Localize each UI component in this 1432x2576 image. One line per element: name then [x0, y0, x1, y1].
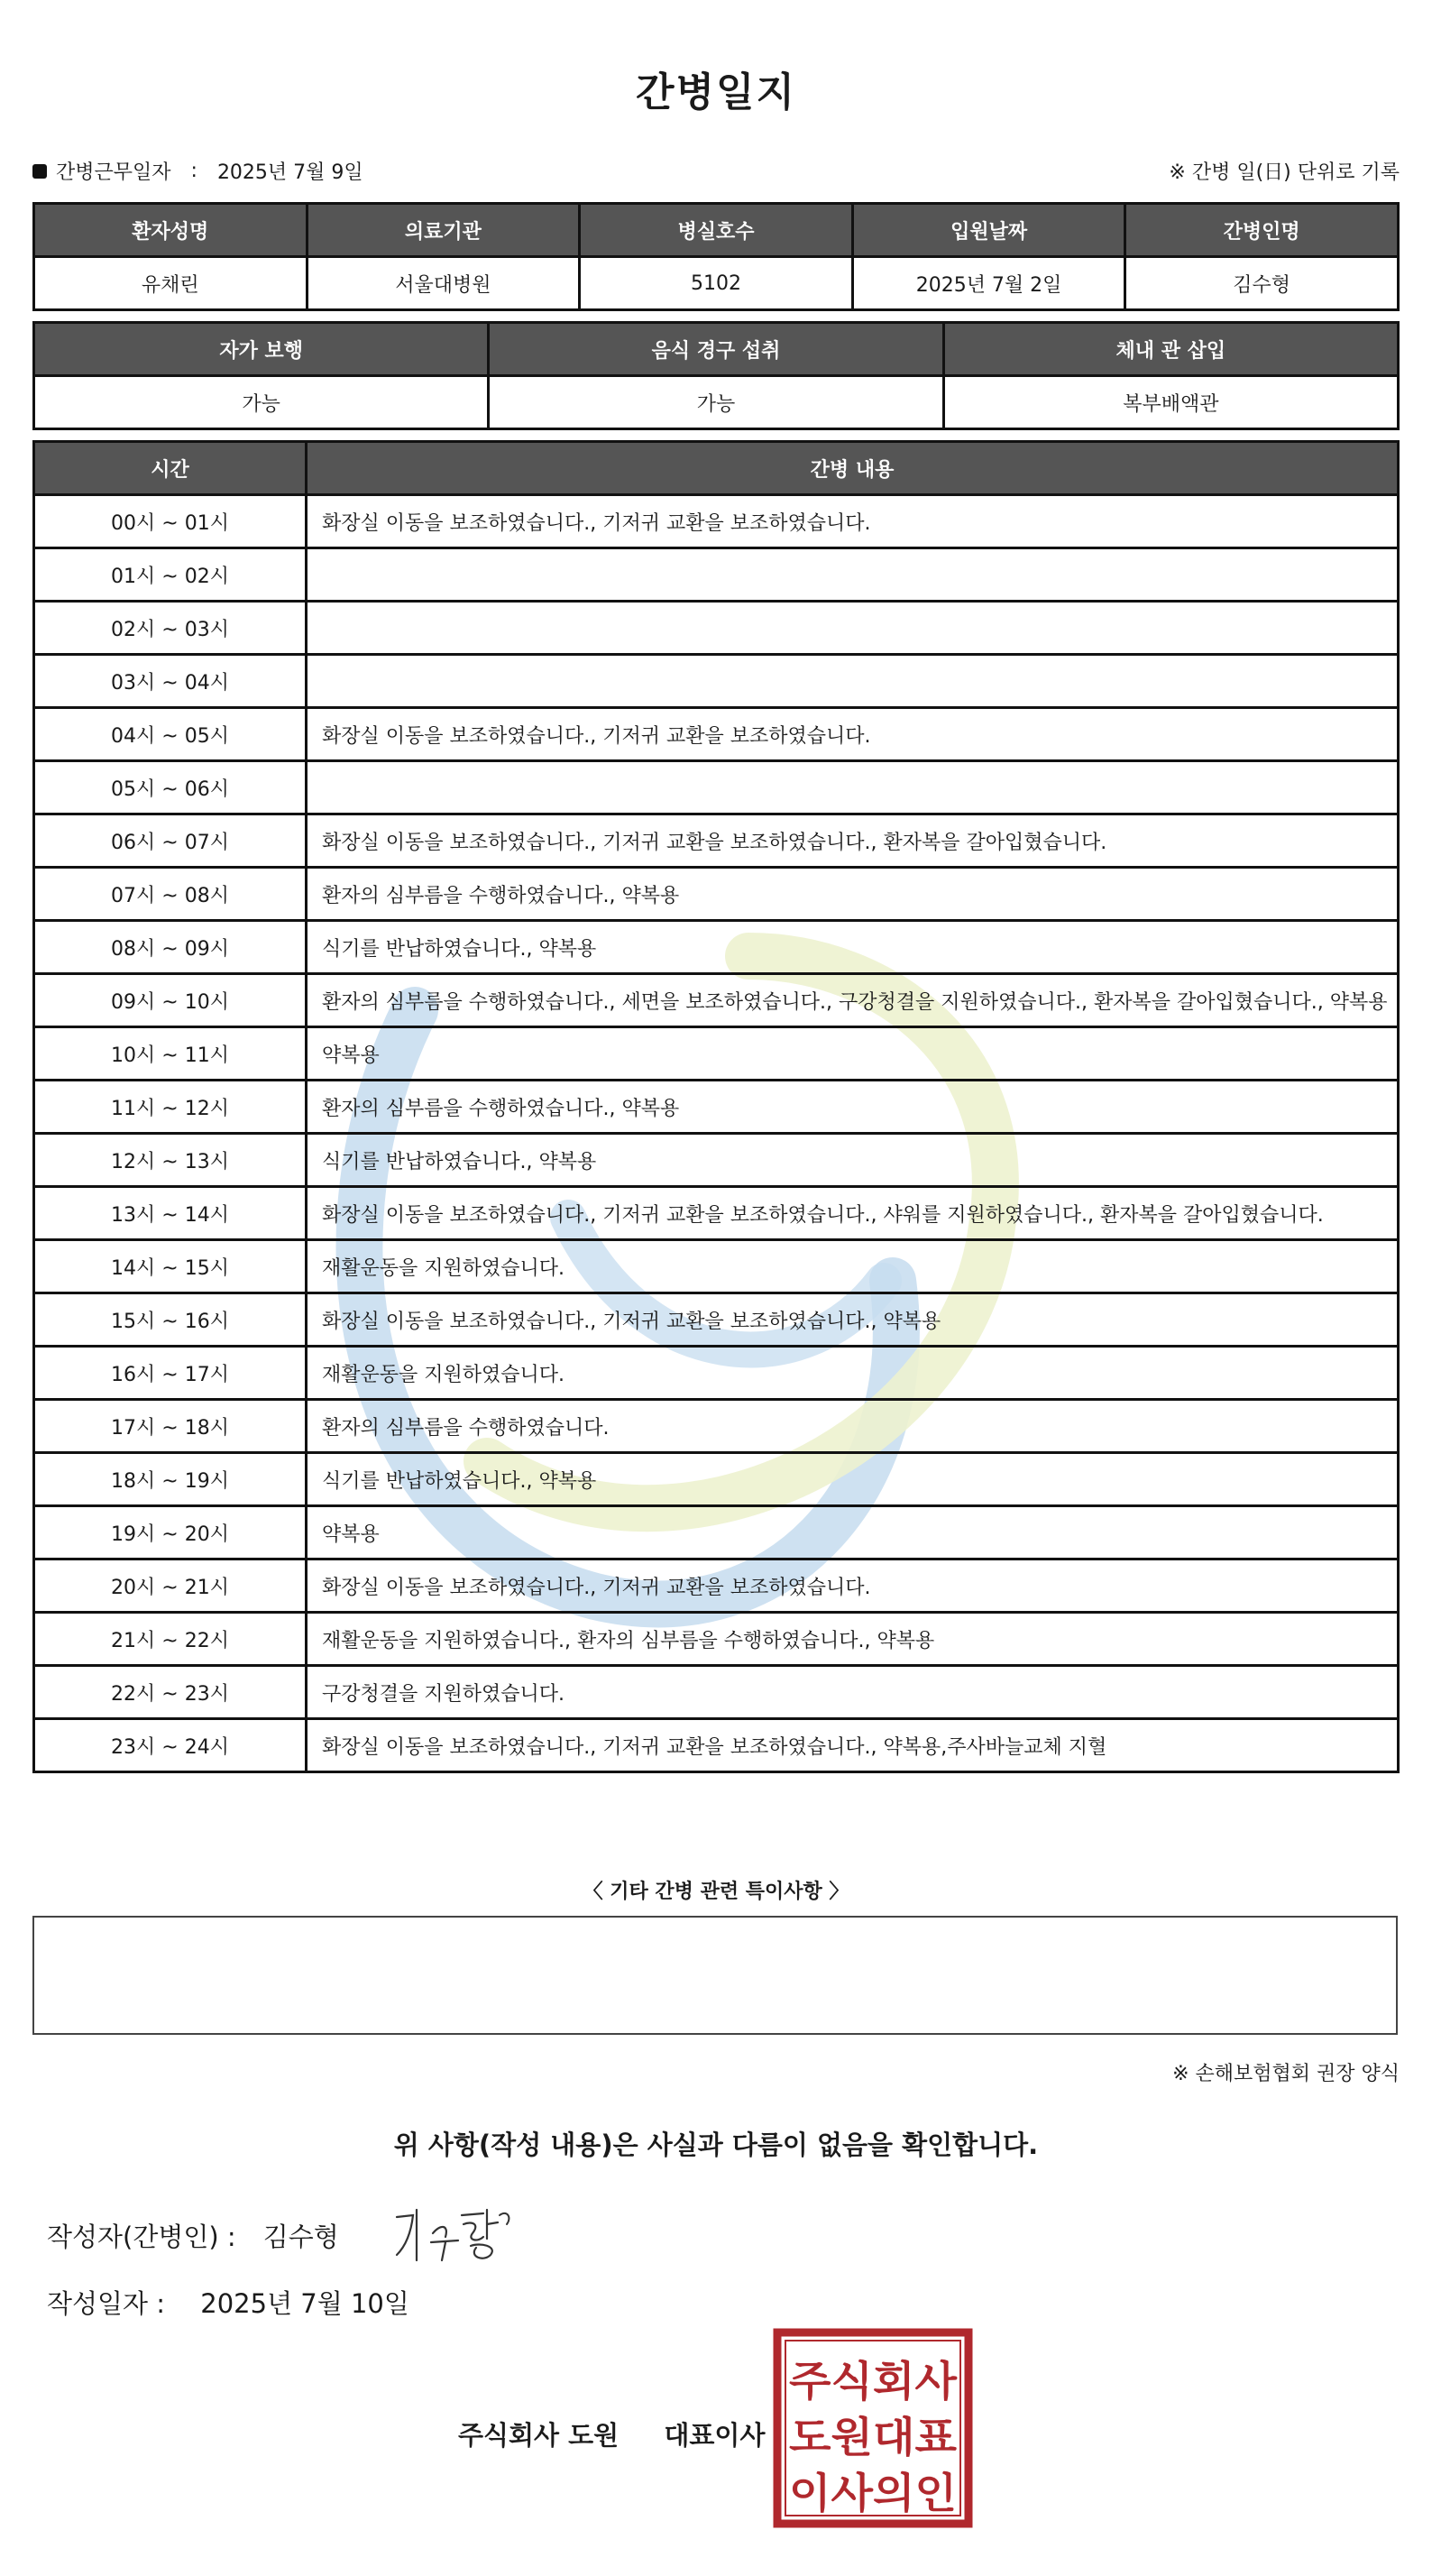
handwritten-signature: [386, 2197, 530, 2269]
care-log-body: [34, 495, 1399, 1772]
time-slot: 09시 ~ 10시: [34, 974, 307, 1027]
oral-intake: 가능: [489, 376, 943, 429]
header-admission-date: 입원날짜: [852, 204, 1125, 257]
bullet-icon: [32, 164, 47, 179]
time-slot: 15시 ~ 16시: [34, 1293, 307, 1347]
header-self-walking: 자가 보행: [34, 323, 489, 376]
page-title: 간병일지: [635, 69, 796, 115]
seal-line: 이사의인: [789, 2469, 957, 2517]
table-row: [34, 602, 1399, 655]
care-content: 화장실 이동을 보조하였습니다., 기저귀 교환을 보조하였습니다.: [307, 708, 1399, 761]
time-slot: 19시 ~ 20시: [34, 1506, 307, 1559]
care-content: 식기를 반납하였습니다., 약복용: [307, 921, 1399, 974]
table-row: [34, 1187, 1399, 1240]
care-content: 화장실 이동을 보조하였습니다., 기저귀 교환을 보조하였습니다., 약복용,주사바늘교체 지혈: [307, 1719, 1399, 1772]
table-row: [34, 1666, 1399, 1719]
admission-date: 2025년 7월 2일: [852, 257, 1125, 310]
table-row: [34, 655, 1399, 708]
care-content: 환자의 심부름을 수행하였습니다., 약복용: [307, 1081, 1399, 1134]
writer-label: 작성자(간병인) :: [47, 2222, 236, 2252]
unit-note: ※ 간병 일(日) 단위로 기록: [1169, 161, 1400, 184]
table-row: [34, 1134, 1399, 1187]
table-row: [34, 1400, 1399, 1453]
writer-line: [47, 2217, 339, 2254]
care-content: 식기를 반납하였습니다., 약복용: [307, 1134, 1399, 1187]
header-time: 시간: [34, 442, 307, 495]
care-content: [307, 761, 1399, 814]
remarks-title: 〈 기타 간병 관련 특이사항 〉: [583, 1881, 849, 1903]
care-content: 약복용: [307, 1027, 1399, 1081]
table-row: [34, 814, 1399, 868]
table-row: [34, 1240, 1399, 1293]
company-role: 대표이사: [664, 2420, 766, 2451]
table-row: [34, 868, 1399, 921]
header-tube-insertion: 체내 관 삽입: [943, 323, 1398, 376]
table-row: [34, 1559, 1399, 1613]
self-walking: 가능: [34, 376, 489, 429]
seal-line: 도원대표: [789, 2413, 958, 2461]
care-content: 환자의 심부름을 수행하였습니다.: [307, 1400, 1399, 1453]
time-slot: 21시 ~ 22시: [34, 1613, 307, 1666]
time-slot: 01시 ~ 02시: [34, 548, 307, 602]
table-row: [34, 1347, 1399, 1400]
company-seal: [772, 2327, 974, 2529]
care-content: 약복용: [307, 1506, 1399, 1559]
header-oral-intake: 음식 경구 섭취: [489, 323, 943, 376]
care-content: 구강청결을 지원하였습니다.: [307, 1666, 1399, 1719]
table-row: [34, 1027, 1399, 1081]
time-slot: 04시 ~ 05시: [34, 708, 307, 761]
write-date-line: [47, 2284, 409, 2321]
table-row: [34, 257, 1399, 310]
table-row: [34, 974, 1399, 1027]
time-slot: 23시 ~ 24시: [34, 1719, 307, 1772]
care-content: 재활운동을 지원하였습니다., 환자의 심부름을 수행하였습니다., 약복용: [307, 1613, 1399, 1666]
table-row: [34, 921, 1399, 974]
work-date-line: [32, 157, 363, 185]
time-slot: 00시 ~ 01시: [34, 495, 307, 548]
care-content: 환자의 심부름을 수행하였습니다., 세면을 보조하였습니다., 구강청결을 지원하였습니다., 환자복을 갈아입혔습니다., 약복용: [307, 974, 1399, 1027]
table-row: [34, 548, 1399, 602]
table-row: [34, 1506, 1399, 1559]
time-slot: 02시 ~ 03시: [34, 602, 307, 655]
care-content: 화장실 이동을 보조하였습니다., 기저귀 교환을 보조하였습니다., 약복용: [307, 1293, 1399, 1347]
company-name: 주식회사 도원: [458, 2420, 620, 2451]
care-log-table: [32, 440, 1400, 1773]
table-row: [34, 1293, 1399, 1347]
care-content: [307, 548, 1399, 602]
time-slot: 18시 ~ 19시: [34, 1453, 307, 1506]
time-slot: 03시 ~ 04시: [34, 655, 307, 708]
time-slot: 07시 ~ 08시: [34, 868, 307, 921]
table-row: [34, 708, 1399, 761]
patient-name: 유채린: [34, 257, 308, 310]
time-slot: 14시 ~ 15시: [34, 1240, 307, 1293]
care-content: 화장실 이동을 보조하였습니다., 기저귀 교환을 보조하였습니다.: [307, 1559, 1399, 1613]
company-line: [458, 2415, 765, 2452]
care-content: 화장실 이동을 보조하였습니다., 기저귀 교환을 보조하였습니다., 샤워를 지원하였습니다., 환자복을 갈아입혔습니다.: [307, 1187, 1399, 1240]
work-date-value: 2025년 7월 9일: [216, 161, 363, 184]
time-slot: 11시 ~ 12시: [34, 1081, 307, 1134]
time-slot: 13시 ~ 14시: [34, 1187, 307, 1240]
patient-status-table: [32, 321, 1400, 430]
table-row: [34, 495, 1399, 548]
header-room-number: 병실호수: [580, 204, 853, 257]
table-header-row: [34, 323, 1399, 376]
table-row: [34, 761, 1399, 814]
seal-line: 주식회사: [789, 2357, 958, 2406]
table-row: [34, 376, 1399, 429]
work-date-label: 간병근무일자: [56, 161, 171, 184]
table-row: [34, 1453, 1399, 1506]
time-slot: 10시 ~ 11시: [34, 1027, 307, 1081]
time-slot: 22시 ~ 23시: [34, 1666, 307, 1719]
writer-name: 김수형: [262, 2222, 339, 2252]
table-header-row: [34, 204, 1399, 257]
room-number: 5102: [580, 257, 853, 310]
header-patient-name: 환자성명: [34, 204, 308, 257]
work-date-separator: :: [190, 160, 197, 182]
header-care-content: 간병 내용: [307, 442, 1399, 495]
patient-info-table: [32, 202, 1400, 311]
time-slot: 20시 ~ 21시: [34, 1559, 307, 1613]
care-content: [307, 602, 1399, 655]
care-content: 재활운동을 지원하였습니다.: [307, 1240, 1399, 1293]
time-slot: 08시 ~ 09시: [34, 921, 307, 974]
caregiver-name: 김수형: [1125, 257, 1399, 310]
table-row: [34, 1719, 1399, 1772]
time-slot: 12시 ~ 13시: [34, 1134, 307, 1187]
table-header-row: [34, 442, 1399, 495]
care-content: 화장실 이동을 보조하였습니다., 기저귀 교환을 보조하였습니다.: [307, 495, 1399, 548]
write-date-label: 작성일자 :: [47, 2288, 166, 2319]
association-note: ※ 손해보험협회 권장 양식: [1172, 2063, 1400, 2085]
hospital: 서울대병원: [307, 257, 580, 310]
time-slot: 17시 ~ 18시: [34, 1400, 307, 1453]
care-content: 환자의 심부름을 수행하였습니다., 약복용: [307, 868, 1399, 921]
care-content: 화장실 이동을 보조하였습니다., 기저귀 교환을 보조하였습니다., 환자복을 갈아입혔습니다.: [307, 814, 1399, 868]
table-row: [34, 1613, 1399, 1666]
table-row: [34, 1081, 1399, 1134]
header-caregiver-name: 간병인명: [1125, 204, 1399, 257]
care-content: 재활운동을 지원하였습니다.: [307, 1347, 1399, 1400]
time-slot: 16시 ~ 17시: [34, 1347, 307, 1400]
header-hospital: 의료기관: [307, 204, 580, 257]
remarks-box: [32, 1916, 1398, 2035]
write-date: 2025년 7월 10일: [200, 2288, 409, 2319]
care-content: [307, 655, 1399, 708]
confirmation-text: 위 사항(작성 내용)은 사실과 다름이 없음을 확인합니다.: [393, 2130, 1039, 2160]
care-content: 식기를 반납하였습니다., 약복용: [307, 1453, 1399, 1506]
time-slot: 05시 ~ 06시: [34, 761, 307, 814]
time-slot: 06시 ~ 07시: [34, 814, 307, 868]
tube-insertion: 복부배액관: [943, 376, 1398, 429]
